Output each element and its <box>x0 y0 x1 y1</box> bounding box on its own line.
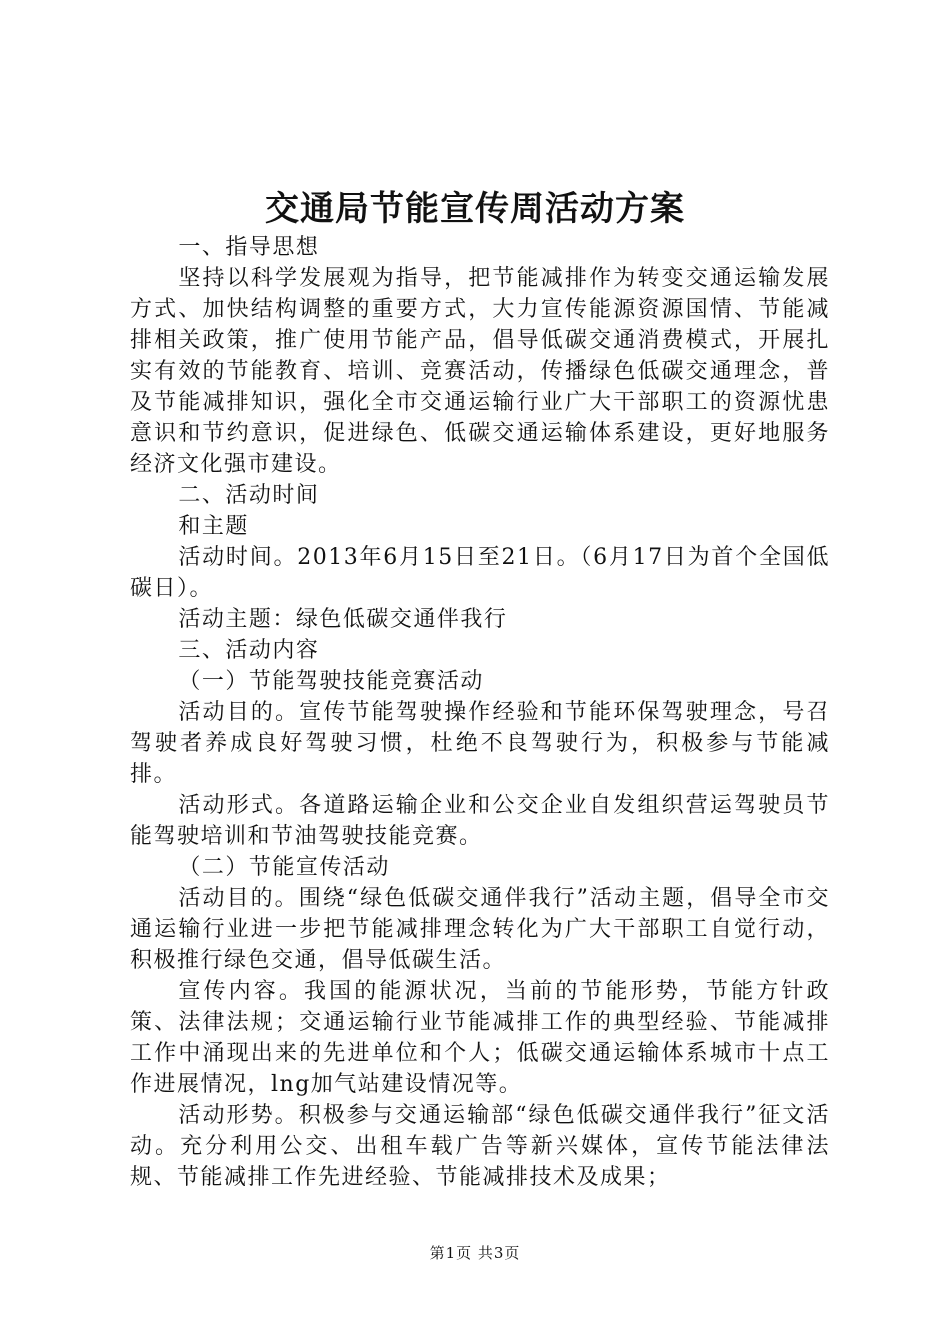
subsection-heading: （一）节能驾驶技能竞赛活动 <box>178 669 484 694</box>
body-paragraph: 坚持以科学发展观为指导，把节能减排作为转变交通运输发展方式、加快结构调整的重要方式，大力宣传能源资源国情、节能减排相关政策，推广使用节能产品，倡导低碳交通消费模式，开展扎实有效的节能教育、培训、竞赛活动，传播绿色低碳交通理念，普及节能减排知识，强化全市交通运输行业广大干部职工的资源忧患意识和节约意识，促进绿色、低碳交通运输体系建设，更好地服务经济文化强市建设。 <box>130 266 830 477</box>
section-heading: 二、活动时间 <box>178 483 320 508</box>
body-paragraph: 活动形势。积极参与交通运输部“绿色低碳交通伴我行”征文活动。充分利用公交、出租车载广告等新兴媒体，宣传节能法律法规、节能减排工作先进经验、节能减排技术及成果； <box>130 1103 830 1190</box>
body-paragraph: 活动主题：绿色低碳交通伴我行 <box>178 607 508 632</box>
body-paragraph: 活动目的。围绕“绿色低碳交通伴我行”活动主题，倡导全市交通运输行业进一步把节能减排理念转化为广大干部职工自觉行动，积极推行绿色交通，倡导低碳生活。 <box>130 886 830 973</box>
document-body <box>130 232 830 1193</box>
body-paragraph: 活动时间。2013年6月15日至21日。（6月17日为首个全国低碳日）。 <box>130 545 830 601</box>
subsection-heading: （二）节能宣传活动 <box>178 855 390 880</box>
section-heading: 一、指导思想 <box>178 235 320 260</box>
body-paragraph: 宣传内容。我国的能源状况，当前的节能形势，节能方针政策、法律法规；交通运输行业节能减排工作的典型经验、节能减排工作中涌现出来的先进单位和个人；低碳交通运输体系城市十点工作进展情况，lng加气站建设情况等。 <box>130 979 830 1097</box>
body-paragraph: 活动形式。各道路运输企业和公交企业自发组织营运驾驶员节能驾驶培训和节油驾驶技能竞赛。 <box>130 793 830 849</box>
document-title: 交通局节能宣传周活动方案 <box>265 189 685 229</box>
page-number: 第1页 共3页 <box>429 1244 521 1262</box>
section-heading: 和主题 <box>178 514 249 539</box>
section-heading: 三、活动内容 <box>178 638 320 663</box>
body-paragraph: 活动目的。宣传节能驾驶操作经验和节能环保驾驶理念，号召驾驶者养成良好驾驶习惯，杜绝不良驾驶行为，积极参与节能减排。 <box>130 700 830 787</box>
